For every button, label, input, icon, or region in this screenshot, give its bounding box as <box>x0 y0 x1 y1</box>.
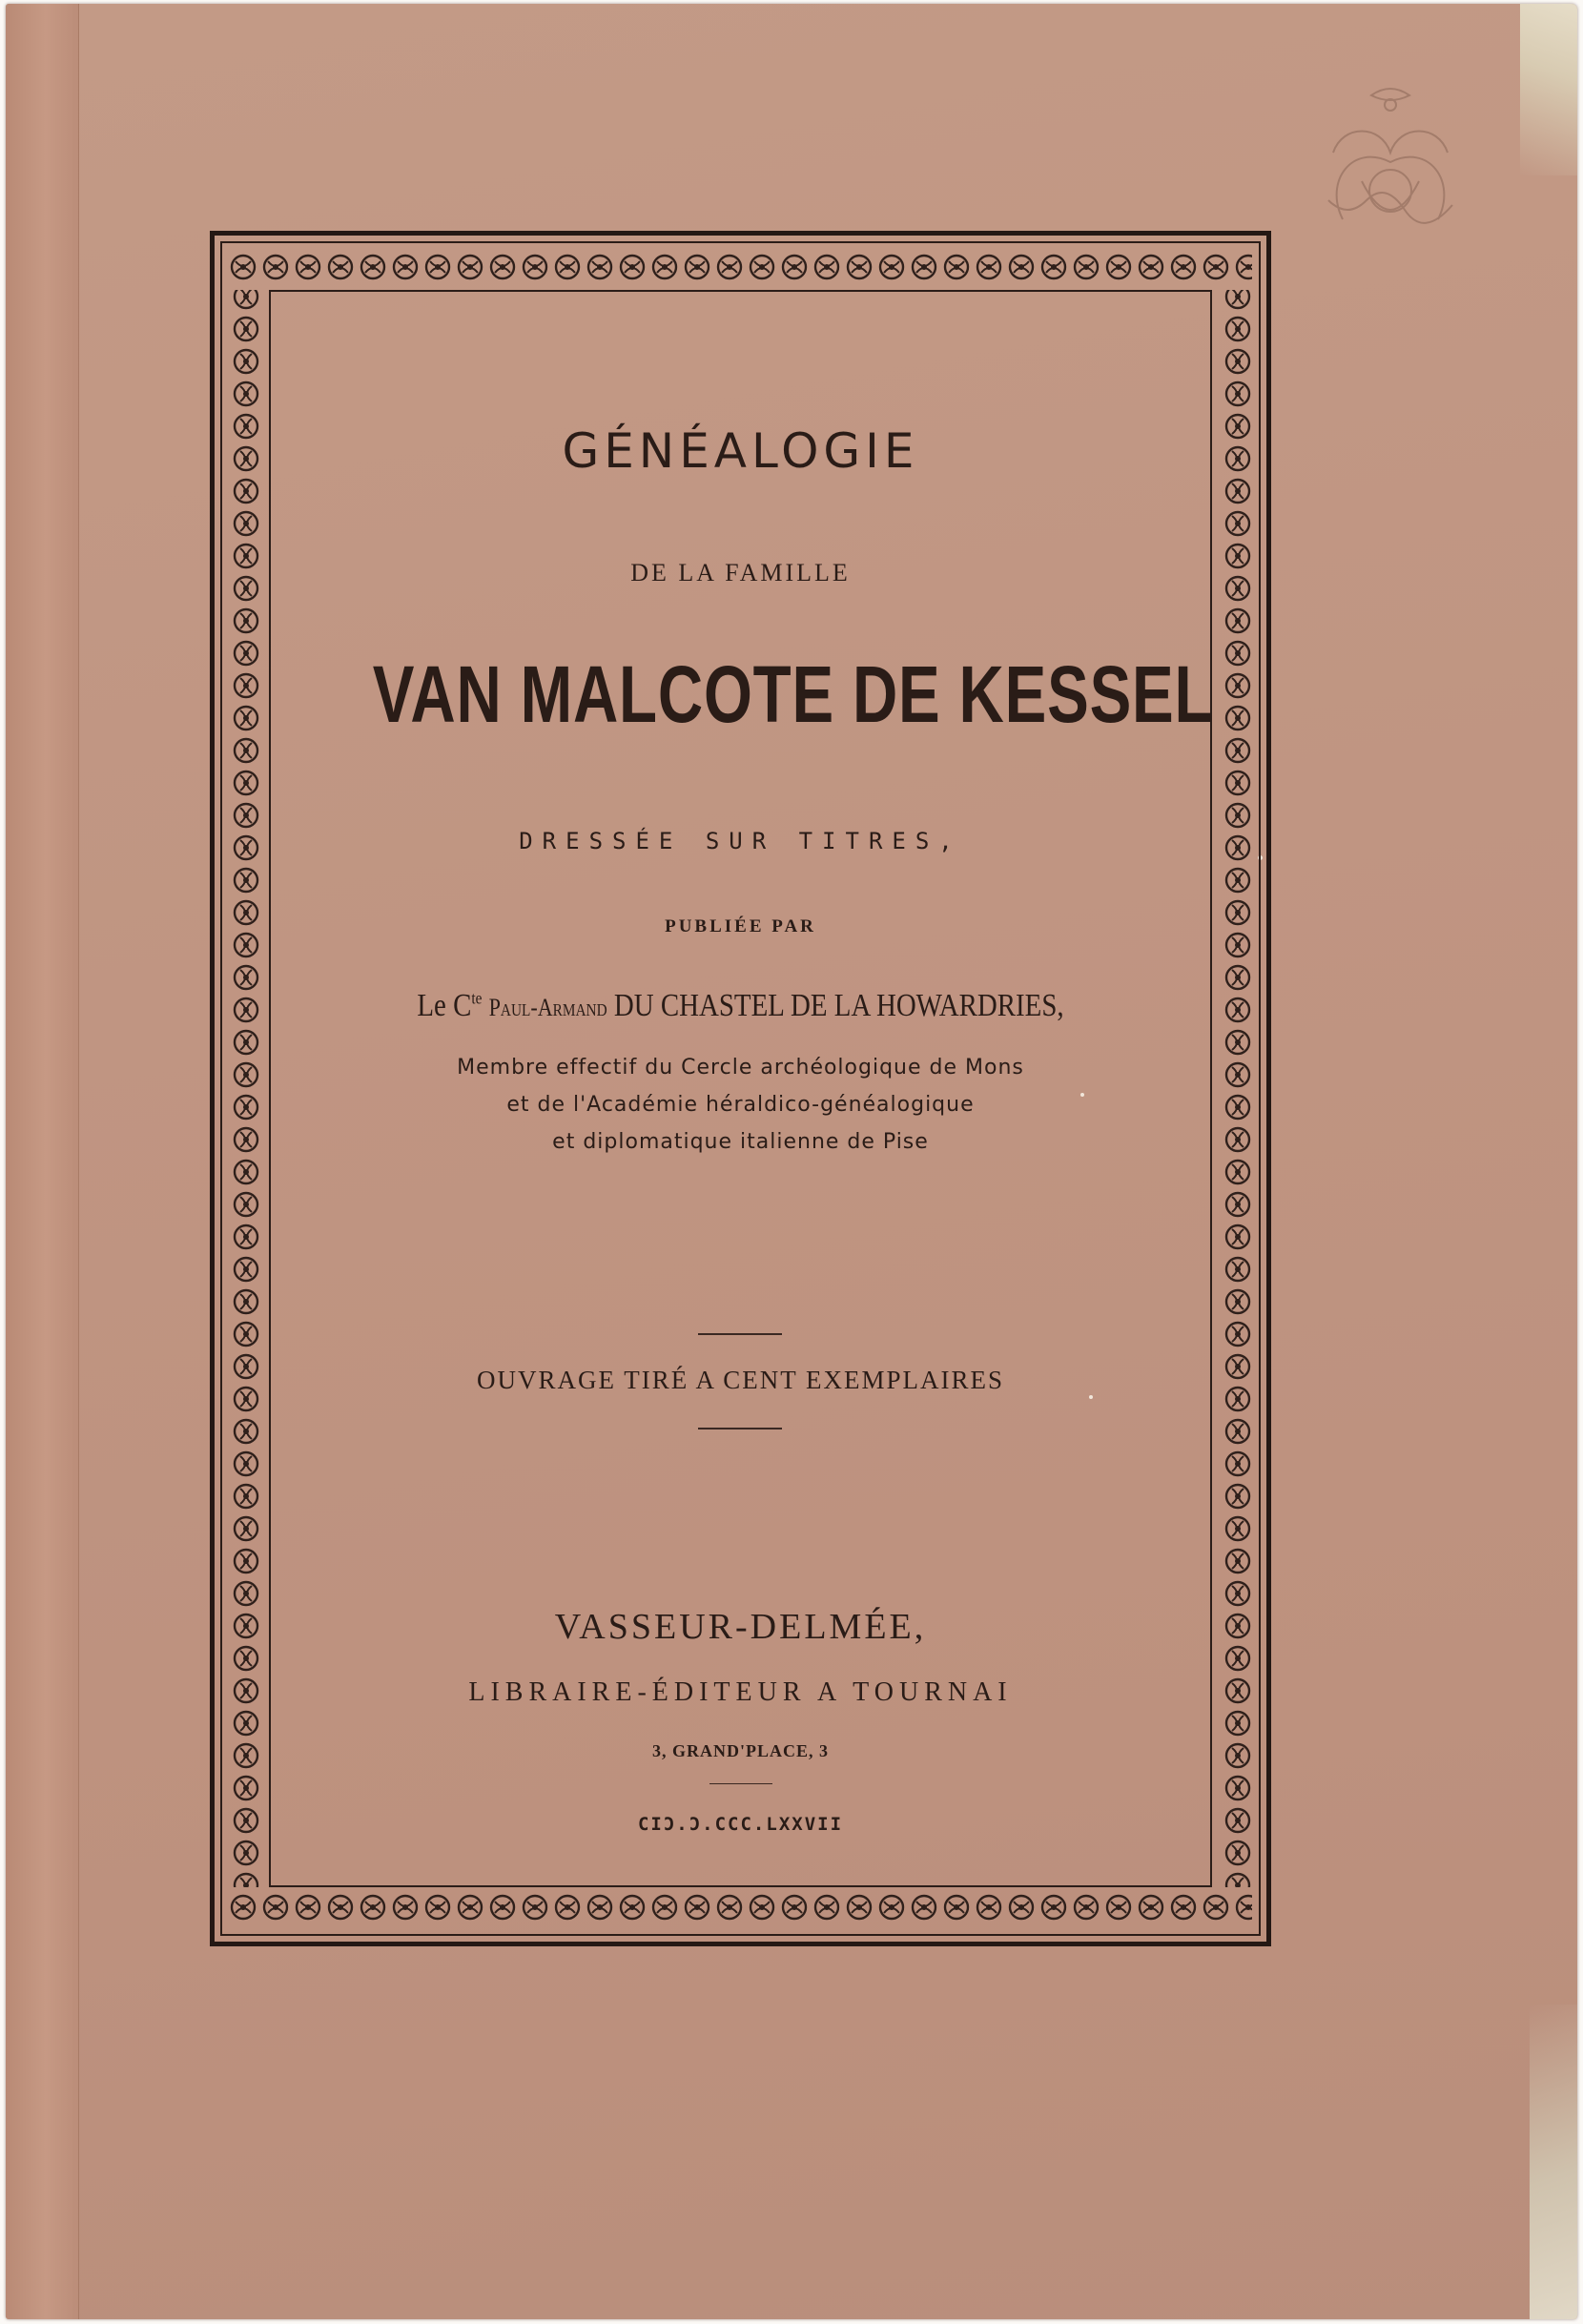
monogram-stamp-icon <box>1305 76 1476 267</box>
divider-top <box>698 1333 782 1335</box>
edition-note: OUVRAGE TIRÉ A CENT EXEMPLAIRES <box>476 1366 1005 1394</box>
publisher-role: LIBRAIRE-ÉDITEUR A TOURNAI <box>468 1677 1013 1707</box>
publisher-name: VASSEUR-DELMÉE, <box>554 1607 927 1647</box>
divider-year <box>709 1783 772 1784</box>
member-line-3: et diplomatique italienne de Pise <box>552 1130 929 1154</box>
member-line-2: et de l'Académie héraldico-généalogique <box>506 1093 975 1117</box>
author-line <box>339 988 1141 1024</box>
divider-bottom <box>698 1428 782 1429</box>
author-first-name: Paul-Armand <box>488 994 607 1021</box>
worn-corner-top <box>1520 4 1577 175</box>
publication-year-roman: CIƆ.Ɔ.CCC.LXXVII <box>637 1814 844 1835</box>
published-by-line: PUBLIÉE PAR <box>665 916 816 936</box>
worn-corner-bottom <box>1530 2005 1577 2319</box>
spine-strip <box>6 4 79 2319</box>
title: GÉNÉALOGIE <box>562 423 919 479</box>
drawn-up-line: DRESSÉE SUR TITRES, <box>519 828 962 854</box>
member-line-1: Membre effectif du Cercle archéologique de Mons <box>457 1056 1024 1080</box>
author-title-sup: te <box>471 988 483 1008</box>
author-prefix: Le C <box>417 988 472 1023</box>
subtitle: DE LA FAMILLE <box>630 559 851 586</box>
family-name: VAN MALCOTE DE KESSEL <box>372 649 1214 739</box>
author-last-name: DU CHASTEL DE LA HOWARDRIES, <box>613 988 1064 1023</box>
publisher-address: 3, GRAND'PLACE, 3 <box>651 1741 829 1760</box>
